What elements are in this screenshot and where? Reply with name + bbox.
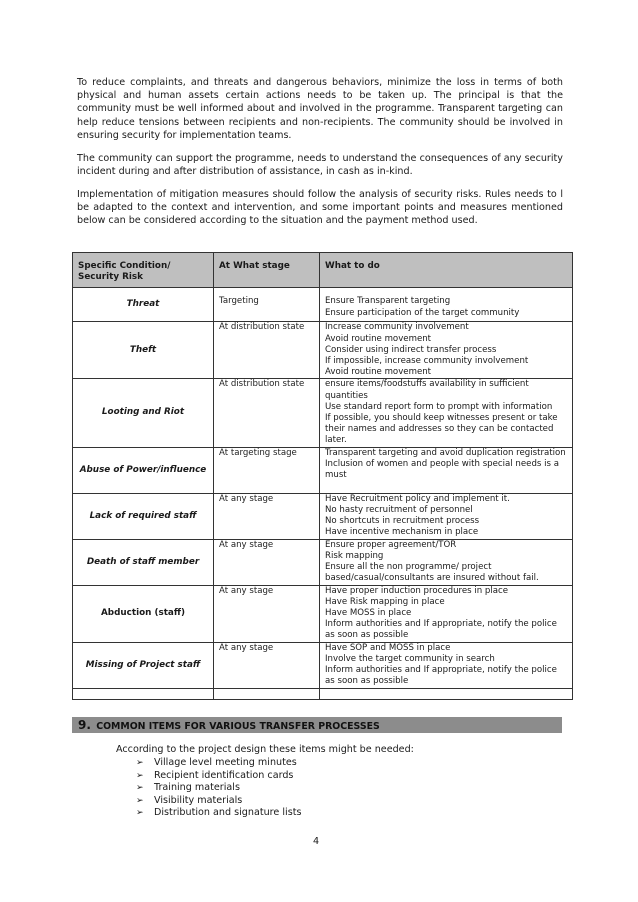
risk-actions — [320, 322, 573, 379]
risk-actions — [320, 288, 573, 322]
list-item-text: Recipient identification cards — [154, 769, 294, 781]
intro-paragraph-2: The community can support the programme, needs to understand the consequences of any security incident during and after distribution of assistance, in cash as in-kind. — [77, 153, 563, 178]
table-empty-row — [73, 688, 573, 699]
table-row — [73, 585, 573, 642]
risk-stage: At any stage — [214, 585, 320, 642]
risk-action-line: Inform authorities and If appropriate, notify the police as soon as possible — [325, 619, 557, 641]
list-item — [136, 757, 301, 770]
risk-action-line: Ensure proper agreement/TOR — [325, 539, 457, 550]
table-row — [73, 322, 573, 379]
empty-cell — [73, 688, 214, 699]
security-risk-table — [72, 252, 573, 700]
risk-action-line: Involve the target community in search — [325, 653, 495, 664]
risk-action-line: Avoid routine movement — [325, 333, 432, 344]
risk-action-line: Have SOP and MOSS in place — [325, 642, 451, 653]
risk-action-line: Consider using indirect transfer process — [325, 344, 497, 355]
intro-paragraph-3: Implementation of mitigation measures should follow the analysis of security risks. Rules needs to l be adapted to the context and intervention, and some important points and measures mentioned below can be considered according to the situation and the payment method used. — [77, 189, 563, 227]
table-row — [73, 642, 573, 688]
risk-stage: At targeting stage — [214, 447, 320, 493]
risk-condition: Abduction (staff) — [73, 585, 214, 642]
risk-condition: Theft — [73, 322, 214, 379]
risk-action-line: Use standard report form to prompt with information — [325, 401, 553, 412]
list-item-text: Village level meeting minutes — [154, 757, 297, 768]
risk-action-line: Inclusion of women and people with special needs is a must — [325, 458, 559, 481]
risk-stage: At any stage — [214, 539, 320, 585]
risk-condition: Abuse of Power/influence — [73, 447, 214, 493]
risk-action-line: Transparent targeting and avoid duplication registration — [325, 447, 566, 458]
risk-action-line: Have Recruitment policy and implement it. — [325, 493, 510, 504]
list-item-text: Visibility materials — [154, 794, 243, 806]
items-list — [136, 757, 301, 820]
risk-action-line: Have MOSS in place — [325, 608, 412, 619]
risk-action-line: No shortcuts in recruitment process — [325, 516, 480, 527]
risk-stage: At any stage — [214, 642, 320, 688]
risk-action-line: No hasty recruitment of personnel — [325, 504, 473, 515]
risk-action-line: Ensure participation of the target community — [325, 307, 520, 318]
risk-action-line: ensure items/foodstuffs availability in sufficient quantities — [325, 379, 529, 401]
risk-action-line: Have incentive mechanism in place — [325, 527, 479, 538]
risk-stage: Targeting — [214, 288, 320, 322]
list-item — [136, 807, 301, 820]
risk-action-line: Increase community involvement — [325, 322, 469, 333]
risk-action-line: Risk mapping — [325, 550, 384, 561]
arrow-bullet-icon: ➢ — [136, 783, 144, 794]
risk-action-line: Avoid routine movement — [325, 367, 432, 378]
section-number: 9. — [78, 718, 91, 732]
risk-condition: Death of staff member — [73, 539, 214, 585]
section-heading — [72, 717, 562, 733]
list-item — [136, 770, 301, 783]
risk-condition: Missing of Project staff — [73, 642, 214, 688]
table-row — [73, 447, 573, 493]
table-row — [73, 493, 573, 539]
risk-actions — [320, 447, 573, 493]
risk-actions — [320, 539, 573, 585]
list-item — [136, 782, 301, 795]
section-intro: According to the project design these items might be needed: — [116, 744, 414, 755]
table-row — [73, 379, 573, 447]
table-header-row — [73, 253, 573, 288]
risk-condition: Threat — [73, 288, 214, 322]
risk-actions — [320, 379, 573, 447]
risk-condition: Looting and Riot — [73, 379, 214, 447]
risk-condition: Lack of required staff — [73, 493, 214, 539]
arrow-bullet-icon: ➢ — [136, 795, 144, 806]
risk-action-line: Ensure all the non programme/ project based/casual/consultants are insured without fail. — [325, 562, 539, 584]
risk-action-line: Inform authorities and If appropriate, notify the police as soon as possible — [325, 665, 557, 687]
risk-stage: At distribution state — [214, 322, 320, 379]
arrow-bullet-icon: ➢ — [136, 808, 144, 819]
arrow-bullet-icon: ➢ — [136, 770, 144, 781]
header-condition: Specific Condition/ Security Risk — [73, 253, 214, 288]
risk-action-line: Have proper induction procedures in place — [325, 585, 509, 596]
risk-action-line: If impossible, increase community involvement — [325, 356, 529, 367]
arrow-bullet-icon: ➢ — [136, 758, 144, 768]
header-stage: At What stage — [214, 253, 320, 288]
risk-actions — [320, 493, 573, 539]
section-title: COMMON ITEMS FOR VARIOUS TRANSFER PROCESSES — [96, 721, 380, 732]
intro-paragraph-1: To reduce complaints, and threats and dangerous behaviors, minimize the loss in terms of both physical and human assets certain actions needs to be taken up. The principal is that the community must be well informed about and involved in the programme. Transparent targeting can help reduce tensions between recipients and non-recipients. The community should be involved in ensuring security for implementation teams. — [77, 77, 563, 141]
table-row — [73, 539, 573, 585]
risk-stage: At any stage — [214, 493, 320, 539]
risk-action-line: Have Risk mapping in place — [325, 596, 445, 607]
list-item-text: Distribution and signature lists — [154, 807, 302, 819]
table-row — [73, 288, 573, 322]
list-item — [136, 795, 301, 808]
risk-action-line: Ensure Transparent targeting — [325, 296, 451, 307]
list-item-text: Training materials — [154, 782, 240, 794]
risk-action-line: If possible, you should keep witnesses present or take their names and addresses so they can be contacted later. — [325, 413, 558, 446]
header-actions: What to do — [320, 253, 573, 288]
risk-stage: At distribution state — [214, 379, 320, 447]
page-number: 4 — [313, 836, 320, 847]
risk-actions — [320, 642, 573, 688]
empty-cell — [214, 688, 320, 699]
empty-cell — [320, 688, 573, 699]
risk-actions — [320, 585, 573, 642]
